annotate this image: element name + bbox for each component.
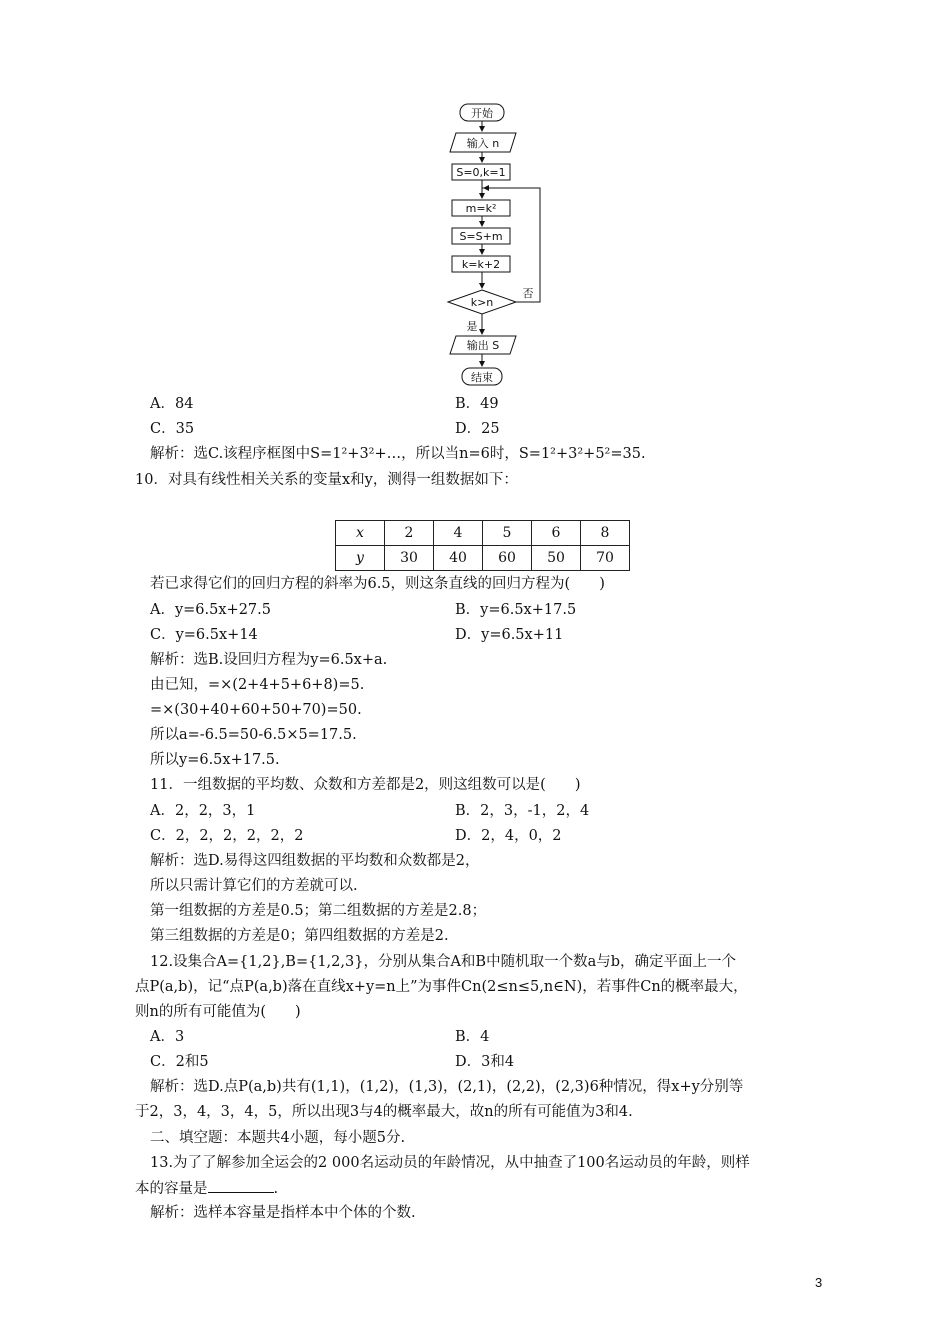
flowchart-input-label: 输入 n — [466, 137, 500, 150]
flowchart-k-label: k=k+2 — [461, 258, 501, 271]
q9-option-b: B．49 — [455, 396, 499, 412]
flowchart-end-label: 结束 — [471, 371, 493, 384]
q11-option-d: D．2，4，0，2 — [455, 828, 562, 844]
table-cell: 5 — [483, 521, 532, 546]
flowchart-condition-label: k>n — [470, 296, 494, 309]
q9-analysis: 解析：选C.该程序框图中S=1²+3²+…，所以当n=6时，S=1²+3²+5²=35. — [150, 446, 646, 462]
table-cell: 40 — [434, 546, 483, 571]
flowchart-init-label: S=0,k=1 — [456, 166, 506, 179]
q9-option-a: A．84 — [150, 396, 194, 412]
q12-stem-line: 12.设集合A={1,2},B={1,2,3}，分别从集合A和B中随机取一个数a与b，确定平面上一个 — [150, 954, 737, 970]
q11-analysis-line: 解析：选D.易得这四组数据的平均数和众数都是2， — [150, 853, 480, 869]
q11-analysis-line: 所以只需计算它们的方差就可以. — [150, 878, 358, 894]
answer-blank — [208, 1178, 274, 1193]
q12-option-c: C．2和5 — [150, 1054, 209, 1070]
q13-analysis: 解析：选样本容量是指样本中个体的个数. — [150, 1205, 416, 1221]
q10-analysis-line: =×(30+40+60+50+70)=50. — [150, 702, 362, 718]
q11-option-a: A．2，2，3，1 — [150, 803, 256, 819]
q12-stem-line: 则n的所有可能值为( ) — [135, 1004, 301, 1020]
q12-option-a: A．3 — [150, 1029, 185, 1045]
q10-option-c: C．y=6.5x+14 — [150, 627, 258, 643]
table-header-x: x — [336, 521, 385, 546]
q12-option-b: B．4 — [455, 1029, 490, 1045]
table-cell: 70 — [581, 546, 630, 571]
flowchart-no-label: 否 — [522, 287, 534, 300]
q12-analysis-line: 于2，3，4，3，4，5，所以出现3与4的概率最大，故n的所有可能值为3和4. — [135, 1104, 633, 1120]
q10-data-table — [335, 520, 630, 571]
q12-option-d: D．3和4 — [455, 1054, 515, 1070]
q11-analysis-line: 第三组数据的方差是0；第四组数据的方差是2. — [150, 928, 449, 944]
q11-stem: 11．一组数据的平均数、众数和方差都是2，则这组数可以是( ) — [150, 777, 581, 793]
q10-option-d: D．y=6.5x+11 — [455, 627, 564, 643]
q10-analysis-line: 解析：选B.设回归方程为y=6.5x+a. — [150, 652, 388, 668]
table-cell: 60 — [483, 546, 532, 571]
q13-stem-end: . — [273, 1181, 279, 1197]
table-header-y: y — [336, 546, 385, 571]
table-cell: 6 — [532, 521, 581, 546]
q12-stem-line: 点P(a,b)，记“点P(a,b)落在直线x+y=n上”为事件Cn(2≤n≤5,n∈N)，若事件Cn的概率最大， — [135, 979, 748, 995]
q10-analysis-line: 所以a=-6.5=50-6.5×5=17.5. — [150, 727, 357, 743]
q9-option-c: C．35 — [150, 421, 195, 437]
flowchart — [440, 98, 560, 390]
q10-option-a: A．y=6.5x+27.5 — [150, 602, 271, 618]
table-cell: 4 — [434, 521, 483, 546]
table-cell: 2 — [385, 521, 434, 546]
section-heading: 二、填空题：本题共4小题，每小题5分. — [150, 1130, 406, 1146]
q10-analysis-line: 所以y=6.5x+17.5. — [150, 752, 280, 768]
flowchart-s-label: S=S+m — [459, 230, 503, 243]
q12-analysis-line: 解析：选D.点P(a,b)共有(1,1)，(1,2)，(1,3)，(2,1)，(2,2)，(2,3)6种情况，得x+y分别等 — [150, 1079, 744, 1095]
q10-question: 若已求得它们的回归方程的斜率为6.5，则这条直线的回归方程为( ) — [150, 576, 605, 592]
table-cell: 8 — [581, 521, 630, 546]
page-number: 3 — [815, 1275, 823, 1290]
q11-option-c: C．2，2，2，2，2，2 — [150, 828, 304, 844]
q10-option-b: B．y=6.5x+17.5 — [455, 602, 577, 618]
q13-stem-line — [135, 1178, 278, 1199]
q11-analysis-line: 第一组数据的方差是0.5；第二组数据的方差是2.8； — [150, 903, 487, 919]
flowchart-output-label: 输出 S — [466, 339, 500, 352]
q13-stem-line: 13.为了了解参加全运会的2 000名运动员的年龄情况，从中抽查了100名运动员的年龄，则样 — [150, 1155, 750, 1171]
q10-analysis-line: 由已知，=×(2+4+5+6+8)=5. — [150, 677, 365, 693]
q9-option-d: D．25 — [455, 421, 500, 437]
flowchart-start-label: 开始 — [471, 107, 493, 120]
q11-option-b: B．2，3，-1，2，4 — [455, 803, 590, 819]
table-row — [336, 546, 630, 571]
flowchart-m-label: m=k² — [465, 202, 497, 215]
table-row — [336, 521, 630, 546]
flowchart-yes-label: 是 — [466, 320, 478, 333]
table-cell: 50 — [532, 546, 581, 571]
q10-stem: 10．对具有线性相关关系的变量x和y，测得一组数据如下： — [135, 472, 518, 488]
q13-stem-text: 本的容量是 — [135, 1181, 208, 1197]
table-cell: 30 — [385, 546, 434, 571]
